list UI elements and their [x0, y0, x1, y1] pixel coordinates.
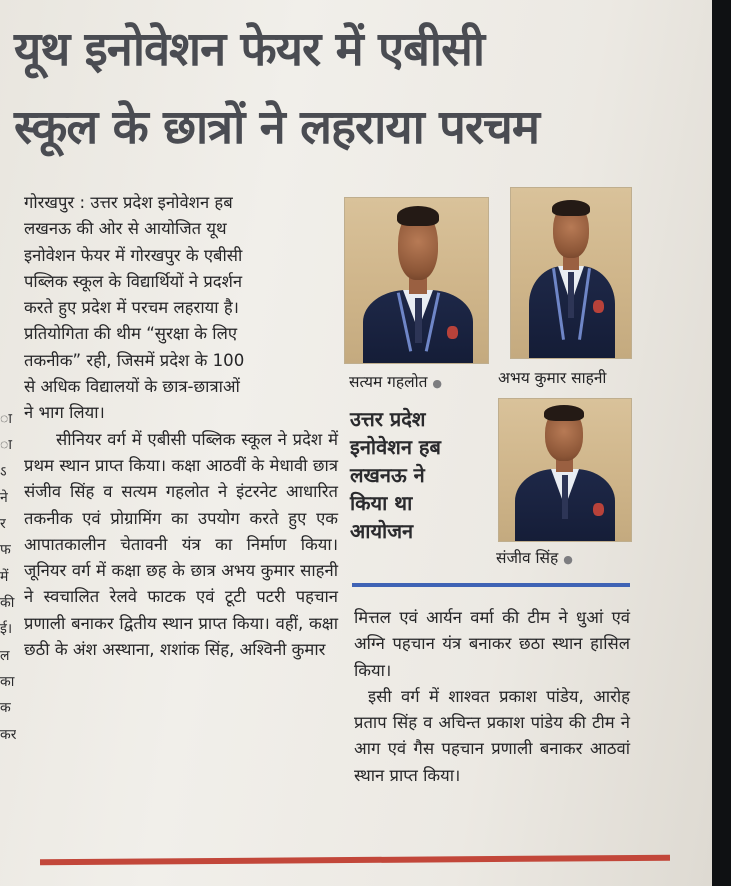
headline-line-2: स्कूल के छात्रों ने लहराया परचम [14, 100, 539, 155]
text-line: इनोवेशन फेयर में गोरखपुर के एबीसी [24, 245, 243, 265]
neck-shape [409, 278, 427, 294]
fragment: ा [0, 411, 12, 427]
photo-caption-satyam [349, 370, 442, 392]
text-line: करते हुए प्रदेश में परचम लहराया है। [24, 298, 239, 318]
caption-dot-icon: ● [432, 377, 443, 390]
text-line: से अधिक विद्यालयों के छात्र-छात्राओं [24, 377, 240, 397]
school-badge-shape [593, 300, 604, 313]
fragment: ऽ [0, 463, 7, 480]
caption-text: अभय कुमार साहनी [498, 369, 607, 387]
fragment: ने [0, 489, 8, 506]
headline-line-1: यूथ इनोवेशन फेयर में एबीसी [14, 22, 485, 77]
hair-shape [552, 200, 590, 216]
article-column-1 [24, 190, 338, 663]
photo-satyam-gahlot [344, 197, 489, 364]
pull-quote-line: लखनऊ ने [350, 463, 425, 487]
adjacent-column-fragments [0, 406, 16, 748]
photo-caption-sanjeev [496, 546, 573, 568]
pull-quote-line: इनोवेशन हब [350, 435, 441, 459]
fragment: का [0, 673, 15, 690]
article-column-2 [354, 605, 630, 789]
column-1-paragraph-2: सीनियर वर्ग में एबीसी पब्लिक स्कूल ने प्रदेश में प्रथम स्थान प्राप्त किया। कक्षा आठवीं के मेधावी छात्र संजीव सिंह व सत्यम गहलोत ने इंटरनेट आधारित तकनीक एवं प्रोग्रामिंग का उपयोग करते हुए एक आपातकालीन चेतावनी यंत्र का निर्माण किया। जूनियर वर्ग में कक्षा छह के छात्र अभय कुमार साहनी ने स्वचालित रेलवे फाटक एवं टूटी पटरी पहचान प्रणाली बनाकर द्वितीय स्थान प्राप्त किया। वहीं, कक्षा छठी के अंश अस्थाना, शशांक सिंह, अश्विनी कुमार [24, 429, 338, 660]
text-line: लखनऊ की ओर से आयोजित यूथ [24, 219, 227, 239]
fragment: ा [0, 437, 12, 454]
hair-shape [397, 206, 439, 226]
fragment: की [0, 595, 15, 612]
fragment: में [0, 568, 9, 585]
column-2-paragraph-1: मित्तल एवं आर्यन वर्मा की टीम ने धुआं एवं अग्नि पहचान यंत्र बनाकर छठा स्थान हासिल किया। [354, 608, 630, 680]
column-2-paragraph-2: इसी वर्ग में शाश्वत प्रकाश पांडेय, आरोह प्रताप सिंह व अचिन्त प्रकाश पांडेय की टीम ने आग एवं गैस पहचान प्रणाली बनाकर आठवां स्थान प्राप्त किया। [354, 686, 630, 785]
background-edge [712, 0, 731, 886]
pull-quote-line: किया था [350, 491, 413, 515]
column-1-opening-paragraph [24, 190, 338, 427]
fragment: ई। [0, 621, 13, 638]
text-line: तकनीक” रही, जिसमें प्रदेश के 100 [24, 350, 245, 370]
school-badge-shape [447, 326, 458, 339]
pull-quote-line: आयोजन [350, 519, 414, 543]
fragment: फ [0, 542, 11, 559]
photo-sanjeev-singh [498, 398, 632, 542]
text-line: प्रतियोगिता की थीम “सुरक्षा के लिए [24, 324, 238, 344]
caption-text: सत्यम गहलोत [349, 373, 428, 391]
photo-caption-abhay [498, 366, 606, 388]
page-bottom-rule [40, 855, 670, 865]
text-line: गोरखपुर : उत्तर प्रदेश इनोवेशन हब [24, 193, 233, 212]
fragment: क [0, 700, 11, 717]
school-badge-shape [593, 503, 604, 516]
caption-dot-icon: ● [563, 553, 573, 566]
photo-abhay-kumar-sahni [510, 187, 632, 359]
section-divider-rule [352, 583, 630, 587]
pull-quote [350, 405, 510, 545]
caption-text: संजीव सिंह [496, 549, 559, 567]
text-line: पब्लिक स्कूल के विद्यार्थियों ने प्रदर्शन [24, 271, 243, 291]
fragment: ल [0, 647, 10, 664]
tie-shape [415, 298, 422, 343]
hair-shape [544, 405, 584, 421]
tie-shape [568, 272, 574, 318]
tie-shape [562, 475, 568, 519]
fragment: र [0, 516, 6, 533]
fragment: कर [0, 726, 16, 743]
pull-quote-line: उत्तर प्रदेश [350, 407, 426, 431]
text-line: ने भाग लिया। [24, 403, 105, 423]
